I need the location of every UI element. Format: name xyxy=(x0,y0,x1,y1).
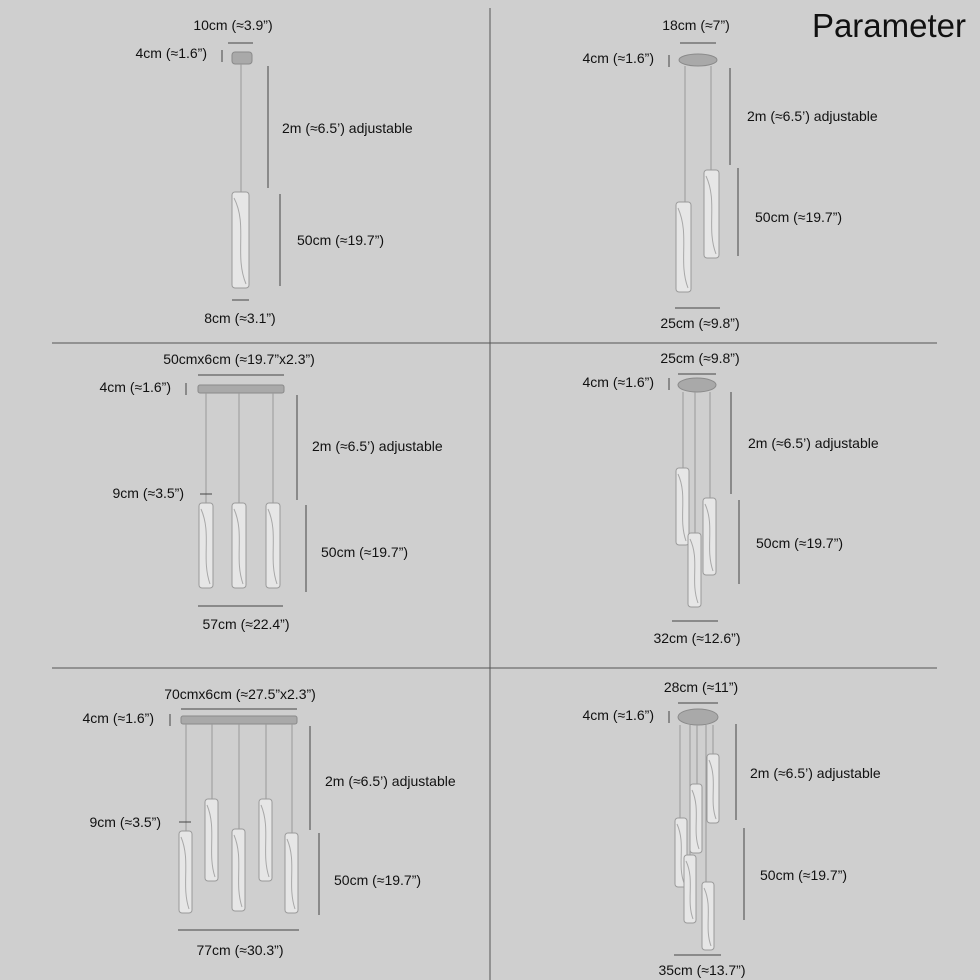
lamp-height-label: 50cm (≈19.7”) xyxy=(321,544,409,560)
crystal-pendant xyxy=(684,855,696,923)
lamp-height-label: 50cm (≈19.7”) xyxy=(756,535,844,551)
cable-label: 2m (≈6.5’) adjustable xyxy=(312,438,443,454)
canopy xyxy=(678,709,718,725)
page-title: Parameter xyxy=(811,7,966,44)
top-width-label: 10cm (≈3.9”) xyxy=(193,17,273,33)
canopy-height-label: 4cm (≈1.6”) xyxy=(582,374,654,390)
crystal-pendant xyxy=(702,882,714,950)
crystal-pendant xyxy=(704,170,719,258)
bottom-width-label: 77cm (≈30.3”) xyxy=(196,942,284,958)
top-width-label: 25cm (≈9.8”) xyxy=(660,350,740,366)
canopy xyxy=(679,54,717,66)
crystal-pendant xyxy=(676,202,691,292)
bottom-width-label: 57cm (≈22.4”) xyxy=(202,616,290,632)
panel-linear-5 xyxy=(83,686,456,958)
canopy xyxy=(181,716,297,724)
canopy-height-label: 4cm (≈1.6”) xyxy=(82,710,154,726)
canopy-height-label: 4cm (≈1.6”) xyxy=(99,379,171,395)
crystal-pendant xyxy=(703,498,716,575)
crystal-pendant xyxy=(266,503,280,588)
canopy xyxy=(678,378,716,392)
cable-label: 2m (≈6.5’) adjustable xyxy=(325,773,456,789)
crystal-pendant xyxy=(232,829,245,911)
bottom-width-label: 8cm (≈3.1”) xyxy=(204,310,276,326)
crystal-pendant xyxy=(707,754,719,823)
top-width-label: 70cmx6cm (≈27.5”x2.3”) xyxy=(164,686,316,702)
crystal-pendant xyxy=(690,784,702,853)
panel-linear-3 xyxy=(100,351,443,632)
panel-round-3 xyxy=(583,350,879,646)
crystal-pendant xyxy=(199,503,213,588)
canopy xyxy=(232,52,252,64)
top-width-label: 28cm (≈11”) xyxy=(663,679,739,695)
top-width-label: 50cmx6cm (≈19.7”x2.3”) xyxy=(163,351,315,367)
top-width-label: 18cm (≈7”) xyxy=(662,17,730,33)
cable-label: 2m (≈6.5’) adjustable xyxy=(748,435,879,451)
lamp-height-label: 50cm (≈19.7”) xyxy=(760,867,848,883)
bottom-width-label: 32cm (≈12.6”) xyxy=(653,630,741,646)
offset-label: 9cm (≈3.5”) xyxy=(89,814,161,830)
cable-label: 2m (≈6.5’) adjustable xyxy=(750,765,881,781)
crystal-pendant xyxy=(232,503,246,588)
lamp-height-label: 50cm (≈19.7”) xyxy=(334,872,422,888)
panel-double xyxy=(583,17,878,331)
canopy-height-label: 4cm (≈1.6”) xyxy=(582,50,654,66)
crystal-pendant xyxy=(179,831,192,913)
lamp-height-label: 50cm (≈19.7”) xyxy=(297,232,385,248)
canopy xyxy=(198,385,284,393)
canopy-height-label: 4cm (≈1.6”) xyxy=(135,45,207,61)
offset-label: 9cm (≈3.5”) xyxy=(112,485,184,501)
crystal-pendant xyxy=(688,533,701,607)
bottom-width-label: 35cm (≈13.7”) xyxy=(658,962,746,978)
panel-single xyxy=(136,17,413,326)
cable-label: 2m (≈6.5’) adjustable xyxy=(747,108,878,124)
crystal-pendant xyxy=(232,192,249,288)
bottom-width-label: 25cm (≈9.8”) xyxy=(660,315,740,331)
crystal-pendant xyxy=(259,799,272,881)
canopy-height-label: 4cm (≈1.6”) xyxy=(582,707,654,723)
cable-label: 2m (≈6.5’) adjustable xyxy=(282,120,413,136)
lamp-height-label: 50cm (≈19.7”) xyxy=(755,209,843,225)
panel-round-5 xyxy=(583,679,881,978)
crystal-pendant xyxy=(676,468,689,545)
crystal-pendant xyxy=(285,833,298,913)
crystal-pendant xyxy=(205,799,218,881)
